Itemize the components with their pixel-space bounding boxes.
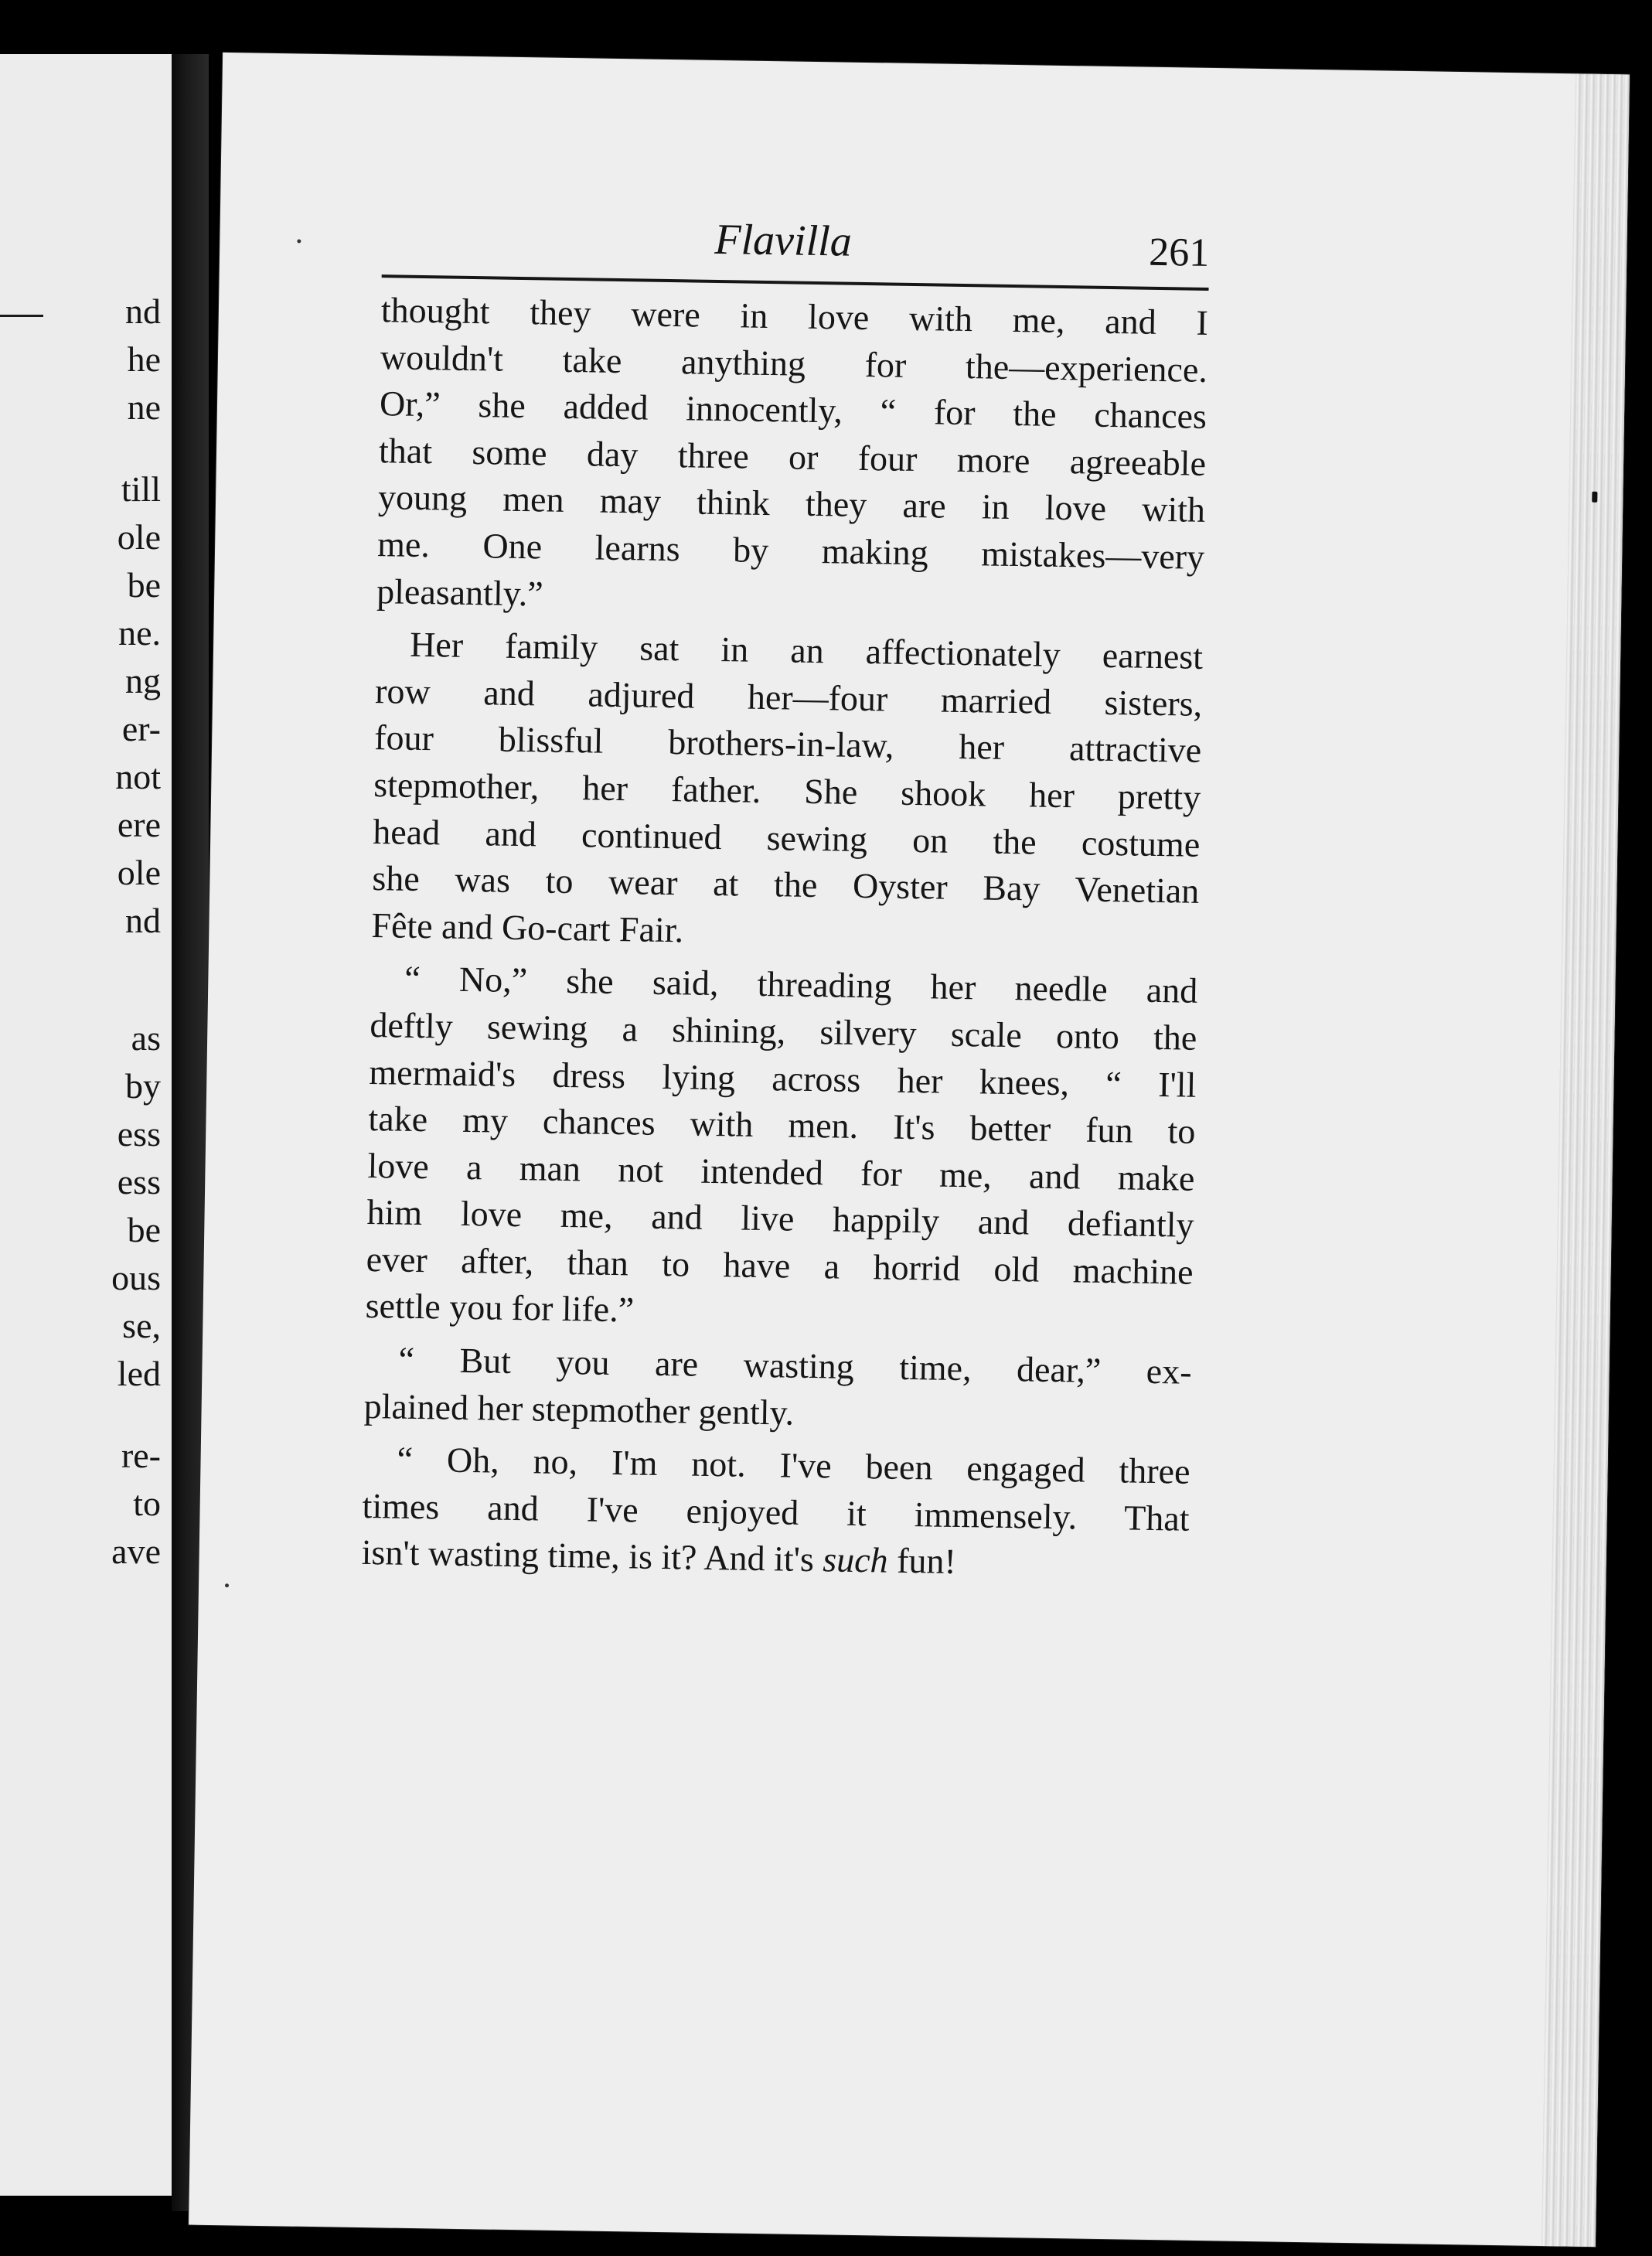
previous-page-edge bbox=[0, 54, 172, 2196]
text-line: mermaid's dress lying across her knees, “ I'll bbox=[369, 1051, 1197, 1105]
previous-page-line-fragment: he bbox=[127, 339, 161, 379]
book-page bbox=[189, 53, 1630, 2247]
previous-page-line-fragment: er- bbox=[121, 709, 161, 748]
text-line: “ But you are wasting time, dear,” ex- bbox=[398, 1339, 1192, 1392]
previous-page-line-fragment: ng bbox=[125, 661, 161, 700]
previous-page-line-fragment: ne bbox=[127, 387, 161, 427]
previous-page-line-fragment: not bbox=[115, 757, 161, 796]
text-line: thought they were in love with me, and I bbox=[380, 290, 1209, 342]
page-number: 261 bbox=[1148, 230, 1210, 275]
text-line: four blissful brothers-in-law, her attractive bbox=[373, 717, 1202, 771]
running-title: Flavilla bbox=[714, 215, 853, 266]
previous-page-line-fragment: be bbox=[127, 565, 161, 605]
text-line: row and adjured her—four married sisters, bbox=[374, 670, 1203, 724]
scan-speck bbox=[297, 239, 301, 243]
previous-page-line-fragment: nd bbox=[125, 291, 161, 331]
text-line: she was to wear at the Oyster Bay Venetian bbox=[372, 858, 1200, 911]
previous-page-line-fragment: till bbox=[121, 469, 161, 509]
previous-page-line-fragment: se, bbox=[122, 1306, 161, 1345]
text-line: take my chances with men. It's better fun to bbox=[368, 1099, 1196, 1151]
previous-page-line-fragment: ess bbox=[117, 1114, 161, 1154]
text-line: pleasantly.” bbox=[376, 571, 544, 614]
previous-page-line-fragment: nd bbox=[125, 901, 161, 940]
previous-page-line-fragment: led bbox=[117, 1354, 161, 1393]
body-text bbox=[361, 287, 1208, 1590]
previous-page-line-fragment: ole bbox=[117, 517, 161, 557]
emphasized-word: such bbox=[822, 1539, 889, 1581]
previous-page-line-fragment: ere bbox=[117, 805, 161, 844]
previous-page-line-fragment: ous bbox=[111, 1258, 161, 1297]
text-line: head and continued sewing on the costume bbox=[372, 811, 1201, 864]
previous-page-line-fragment: as bbox=[131, 1018, 161, 1058]
text-line: Her family sat in an affectionately earnest bbox=[409, 624, 1204, 677]
text-line: deftly sewing a shining, silvery scale onto the bbox=[370, 1004, 1197, 1058]
scan-speck bbox=[225, 1583, 229, 1587]
text-line: young men may think they are in love with bbox=[377, 477, 1206, 530]
page-header bbox=[382, 210, 1210, 285]
text-line: love a man not intended for me, and make bbox=[367, 1145, 1195, 1198]
previous-page-line-fragment: ave bbox=[111, 1532, 161, 1571]
text-line: settle you for life.” bbox=[365, 1286, 635, 1330]
text-line: that some day three or four more agreeable bbox=[378, 430, 1207, 483]
text-line: Fête and Go-cart Fair. bbox=[371, 905, 684, 950]
text-run: fun! bbox=[896, 1541, 957, 1582]
text-line: “ No,” she said, threading her needle and bbox=[404, 959, 1198, 1011]
text-line: wouldn't take anything for the—experience. bbox=[380, 336, 1208, 390]
previous-page-line-fragment: be bbox=[127, 1210, 161, 1249]
previous-page-header-rule bbox=[0, 315, 43, 317]
previous-page-line-fragment: ne. bbox=[118, 613, 161, 653]
text-line: him love me, and live happily and defiantly bbox=[366, 1192, 1194, 1246]
text-line: “ Oh, no, I'm not. I've been engaged three bbox=[397, 1439, 1190, 1492]
text-line: ever after, than to have a horrid old machine bbox=[366, 1239, 1194, 1292]
page-stack-edge bbox=[1541, 73, 1630, 2247]
text-line: times and I've enjoyed it immensely. That bbox=[362, 1485, 1190, 1539]
previous-page-line-fragment: by bbox=[125, 1066, 161, 1106]
previous-page-line-fragment: ess bbox=[117, 1162, 161, 1201]
text-line: plained her stepmother gently. bbox=[363, 1385, 795, 1433]
text-line: stepmother, her father. She shook her pretty bbox=[373, 765, 1201, 817]
text-line: me. One learns by making mistakes—very bbox=[376, 524, 1205, 577]
previous-page-line-fragment: to bbox=[133, 1484, 161, 1523]
previous-page-line-fragment: ole bbox=[117, 853, 161, 892]
scan-speck bbox=[1592, 492, 1597, 503]
previous-page-line-fragment: re- bbox=[121, 1436, 161, 1475]
text-line: Or,” she added innocently, “ for the chances bbox=[379, 383, 1207, 437]
text-run: isn't wasting time, is it? And it's bbox=[361, 1532, 815, 1580]
